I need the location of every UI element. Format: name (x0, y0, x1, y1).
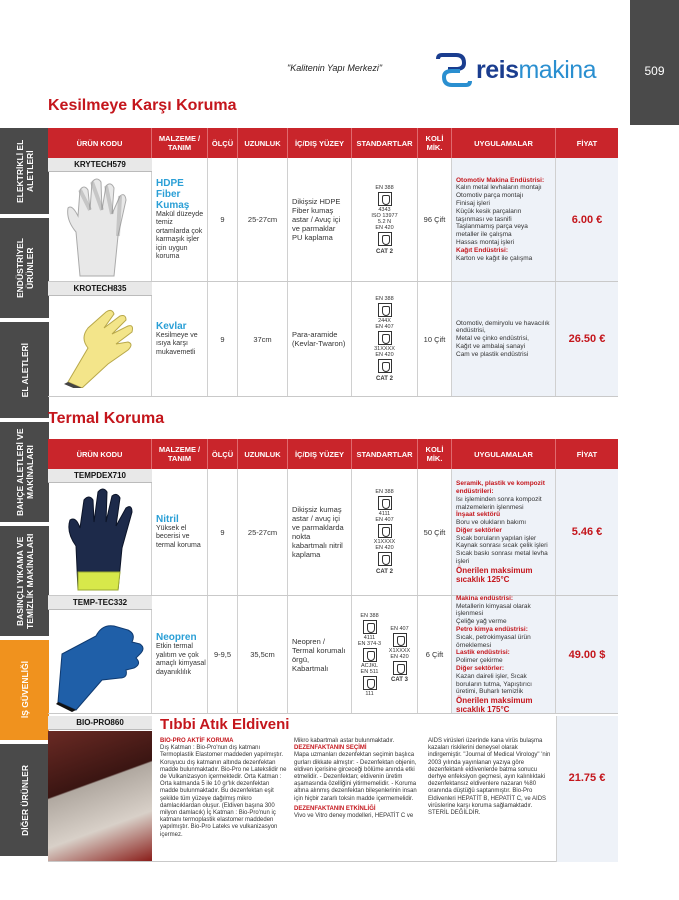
bio-column-1: BIO-PRO AKTİF KORUMA Dış Katman : Bio-Pro'nun dış katmanı Termoplastik Elastomer maddeden yapılmıştır. Koruyucu dış katmanın altında dezenfektan madde bulunmaktadır. Bio-Pro ne Latekslidir ne de Vulkanizasyon içermektedir. Orta Katman : Orta katmanda 5 ile 10 gr'lık dezenfektan madde bulunmaktadır. Bu dezenfektan eşit şekilde tüm yüzeye dağılmış mikro damlacıklardan oluşur. (Eldiven başına 300 milyon damlacık) İç Katman : Bio-Pro'nun iç katmanı termoplastik elastomer maddeden yapılmıştır. Bio-Pro Lateks ve vulkanizasyon içermez. (160, 738, 287, 838)
bio-column-3: AIDS virüsleri üzerinde kana virüs bulaşma kazaları riskilerini deneysel olarak indirgemiştir. "Journal of Medical Virology" 'nin 2003 yılında yayınlanan yazıya göre dezenfektanlı eldivenlerde batma sonucu derhye enfeksiyon geçmesi, ayın kalınlıktaki dezenfektansız eldivenlere nazaran %80 oranında düştüğü saptanmıştır. Bio-Pro Eldivenleri HEPATİT B, HEPATİT C, ve AIDS virüslerine karşı koruma sağlamaktadır. STERİL DEĞİLDİR. (428, 738, 551, 817)
table-row: Kevlar Kesilmeye ve ısıya karşı mukavemetli 9 37cm Para-aramide (Kevlar-Twaron) EN 388 244X EN 407 31XXXX EN 420 CAT 2 10 Çift Otomotiv, demiryolu ve havacılık endüstrisi, Metal ve çinko endüstrisi, Kağıt ve ambalaj sanayi Cam ve plastik endüstrisi 26.50 € (48, 282, 618, 397)
applications-list: Otomotiv Makina Endüstrisi: Kalın metal levhaların montajı Otomotiv parça montajı Finisaj işleri Küçük kesik parçaların taşınması ve tasnifi Taşlanmamış parça veya metaller ile çalışma Hassas montaj işleri Kağıt Endüstrisi: Karton ve kağıt ile çalışma (452, 158, 556, 281)
tab-basincli[interactable]: BASINÇLI YIKAMA VE TEMİZLİK MAKİNALARI (0, 526, 49, 636)
price: 26.50 € (556, 282, 618, 396)
logo-wordmark (476, 56, 596, 85)
company-slogan: "Kalitenin Yapı Merkezi" (287, 63, 383, 73)
logo-emblem-icon (434, 53, 474, 87)
logo-makina: makina (518, 55, 597, 84)
tab-elektrikli[interactable]: ELEKTRİKLİ EL ALETLERİ (0, 128, 49, 214)
standards-block: EN 388 4343 ISO 13977 5.2 N EN 420 CAT 2 (352, 158, 418, 281)
white-glove-image (62, 176, 142, 280)
brand-logo (434, 52, 624, 88)
tab-is-guvenligi[interactable]: İŞ GÜVENLİĞİ (0, 640, 49, 740)
yellow-kevlar-glove-image (58, 302, 148, 388)
bio-column-2: Mikro kabartmalı astar bulunmaktadır. DEZENFAKTANIN SEÇİMİ Mapa uzmanları dezenfektan seçimin başlıca gurları dikkate almıştır: - Dezenfektan objenin, eldiven içerisine girceceği bölüme anında etki etmelidir. - Dezenfektan; eldivenin üretim aşamasında özelliğini yitirmemelidir. - Koruma altına alınmış dezenfektan bileşenlerinin insan için hiçbir zararlı toksin madde içermemelidir. DEZENFAKTANIN ETKİNLİĞİ Vivo ve Vitro deney modelleri, HEPATİT C ve (294, 738, 417, 820)
page-number: 509 (630, 0, 679, 125)
price: 5.46 € (556, 469, 618, 595)
table-row: Neopren Etkin termal yalıtım ve çok amaçlı kimyasal dayanıklılık 9-9,5 35,5cm Neopren / Termal korumalı örgü, Kabartmalı EN 388 4111 EN 374-3 ACJKL EN 511 111 EN 407 X1XXXX EN 420 CAT 3 6 Çift Makina endüstrisi: Metallerin kimyasal olarak işlenmesi Çeliğe yağ verme Petro kimya endüstrisi: Sıcak, petrokimyasal ürün örneklemesi Lastik endüstrisi: Polimer çekirme Diğer sektörler: Kazan daireli işler, Sıcak boruların tutma, Yapıştırıcı üretimi, Buharlı temizlik Önerilen maksimum sıcaklık 175°C 49.00 $ (48, 596, 618, 714)
info-book-icon (378, 232, 392, 246)
table-row: Nitril Yüksek el becerisi ve termal koruma 9 25-27cm Dikişsiz kumaş astar / avuç içi ve parmaklarda nokta kabartmalı nitril kaplama EN 388 4111 EN 407 X1XXXX EN 420 CAT 2 50 Çift Seramik, plastik ve kompozit endüstrileri: Isı işleminden sonra kompozit malzemelerin işlenmesi İnşaat sektörü Boru ve olukların bakımı Diğer sektörler Sıcak boruların yapılan işler Kaynak sonrası sıcak çelik işleri Sıcak baskı sonrası metal levha işleri Önerilen maksimum sıcaklık 125°C 5.46 € (48, 469, 618, 596)
price: 6.00 € (556, 158, 618, 281)
price: 21.75 € (568, 772, 606, 784)
tab-bahce[interactable]: BAHÇE ALETLERİ VE MAKİNALARI (0, 422, 49, 522)
applications-list: Makina endüstrisi: Metallerin kimyasal olarak işlenmesi Çeliğe yağ verme Petro kimya endüstrisi: Sıcak, petrokimyasal ürün örneklemesi Lastik endüstrisi: Polimer çekirme Diğer sektörler: Kazan daireli işler, Sıcak boruların tutma, Yapıştırıcı üretimi, Buharlı temizlik Önerilen maksimum sıcaklık 175°C (452, 596, 556, 713)
neoprene-glove-image (56, 614, 148, 712)
product-code: TEMPDEX710 (48, 469, 152, 483)
flask-icon (363, 648, 377, 662)
applications-list: Seramik, plastik ve kompozit endüstrileri: Isı işleminden sonra kompozit malzemelerin işlenmesi İnşaat sektörü Boru ve olukların bakımı Diğer sektörler Sıcak boruların yapılan işler Kaynak sonrası sıcak çelik işleri Sıcak baskı sonrası metal levha işleri Önerilen maksimum sıcaklık 125°C (452, 469, 556, 595)
hand-shield-icon (378, 496, 392, 510)
table-header-thermal: ÜRÜN KODU MALZEME / TANIM ÖLÇÜ UZUNLUK İÇ/DIŞ YÜZEY STANDARTLAR KOLİ MİK. UYGULAMALAR FİYAT (48, 439, 618, 469)
info-book-icon (378, 359, 392, 373)
section-title-thermal: Termal Koruma (48, 410, 165, 427)
flame-icon (378, 524, 392, 538)
table-row: HDPE Fiber Kumaş Makül düzeyde temiz ortamlarda çok karmaşık işler için uygun koruma 9 25-27cm Dikişsiz HDPE Fiber kumaş astar / Avuç içi ve parmaklar PU kaplama EN 388 4343 ISO 13977 5.2 N EN 420 CAT 2 96 Çift Otomotiv Makina Endüstrisi: Kalın metal levhaların montajı Otomotiv parça montajı Finisaj işleri Küçük kesik parçaların taşınması ve tasnifi Taşlanmamış parça veya metaller ile çalışma Hassas montaj işleri Kağıt Endüstrisi: Karton ve kağıt ile çalışma 6.00 € (48, 158, 618, 282)
info-book-icon (378, 552, 392, 566)
price: 49.00 $ (556, 596, 618, 713)
medical-glove-photo (48, 731, 152, 861)
tab-endustriyel[interactable]: ENDÜSTRİYEL ÜRÜNLER (0, 218, 49, 318)
hand-shield-icon (378, 192, 392, 206)
hand-shield-icon (378, 303, 392, 317)
flame-icon (393, 633, 407, 647)
info-book-icon (393, 661, 407, 675)
standards-block: EN 388 4111 EN 407 X1XXXX EN 420 CAT 2 (352, 469, 418, 595)
price-cell (556, 716, 618, 862)
bio-title: Tıbbi Atık Eldiveni (160, 716, 290, 733)
standards-block: EN 388 244X EN 407 31XXXX EN 420 CAT 2 (352, 282, 418, 396)
tab-diger[interactable]: DİĞER ÜRÜNLER (0, 744, 49, 856)
product-code: KROTECH835 (48, 282, 152, 296)
product-code: TEMP-TEC332 (48, 596, 152, 610)
section-title-cut: Kesilmeye Karşı Koruma (48, 97, 237, 114)
snowflake-icon (363, 676, 377, 690)
standards-block: EN 388 4111 EN 374-3 ACJKL EN 511 111 EN 407 X1XXXX EN 420 CAT 3 (352, 596, 418, 713)
hand-shield-icon (363, 620, 377, 634)
tab-el-aletleri[interactable]: EL ALETLERİ (0, 322, 49, 418)
product-code: KRYTECH579 (48, 158, 152, 172)
nitrile-glove-image (62, 486, 146, 592)
logo-reis: reis (476, 55, 519, 84)
flame-icon (378, 331, 392, 345)
table-header-cut: ÜRÜN KODU MALZEME / TANIM ÖLÇÜ UZUNLUK İÇ/DIŞ YÜZEY STANDARTLAR KOLİ MİK. UYGULAMALAR FİYAT (48, 128, 618, 158)
product-code: BIO-PRO860 (48, 716, 152, 730)
applications-list: Otomotiv, demiryolu ve havacılık endüstrisi, Metal ve çinko endüstrisi, Kağıt ve ambalaj sanayi Cam ve plastik endüstrisi (452, 282, 556, 396)
